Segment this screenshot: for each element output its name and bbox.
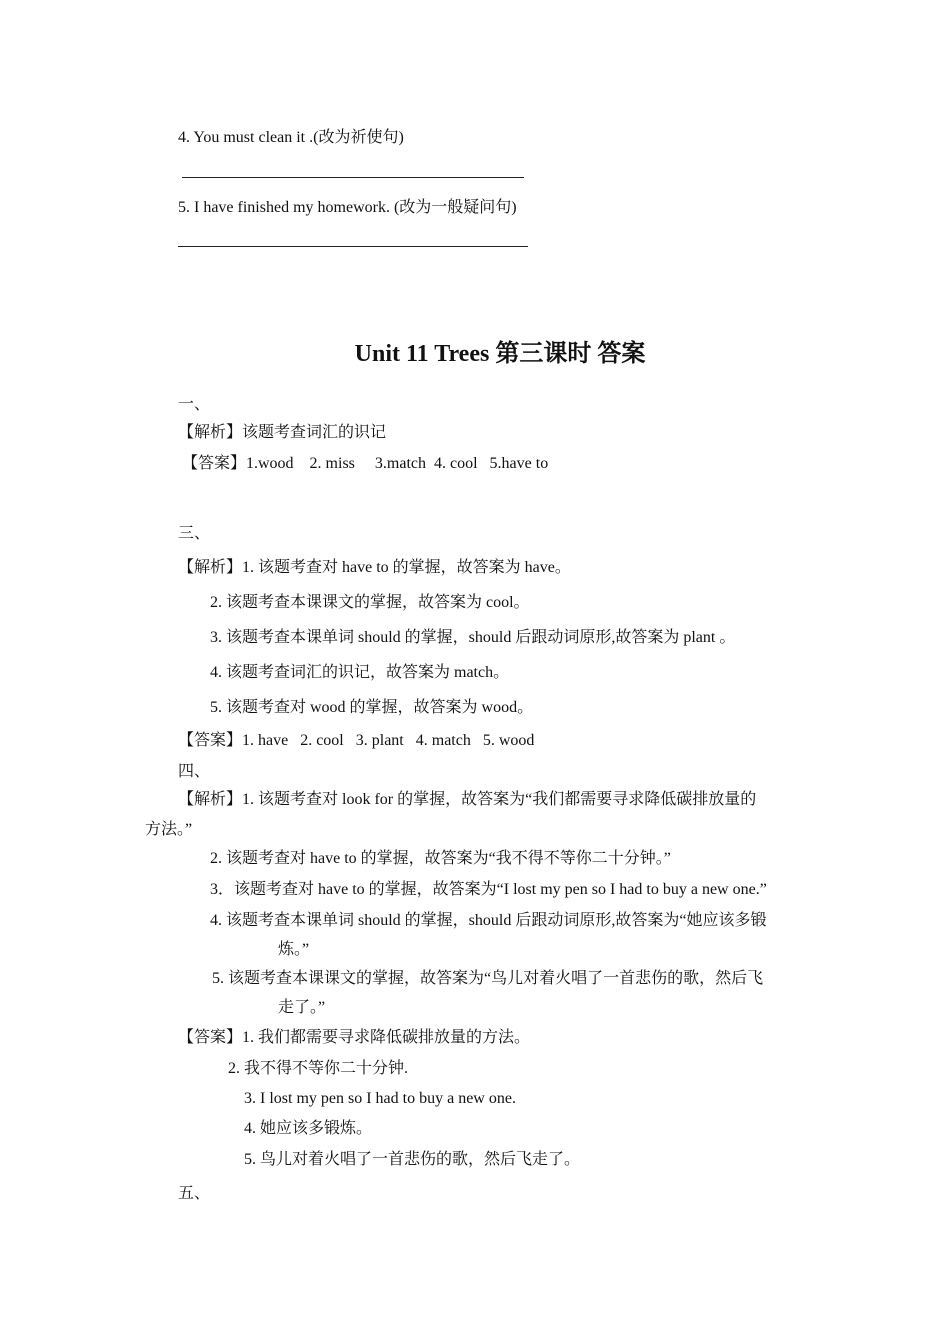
section3-label: 三、 bbox=[178, 525, 211, 542]
section4-answer-1: 【答案】1. 我们都需要寻求降低碳排放量的方法。 bbox=[178, 1029, 531, 1046]
section4-analysis-5b: 走了。” bbox=[278, 999, 326, 1016]
section3-analysis-1: 【解析】1. 该题考查对 have to 的掌握，故答案为 have。 bbox=[178, 559, 571, 576]
exercise-q4: 4. You must clean it .(改为祈使句) bbox=[178, 129, 404, 146]
section4-answer-4: 4. 她应该多锻炼。 bbox=[244, 1120, 373, 1137]
section1-analysis: 【解析】该题考查词汇的识记 bbox=[178, 424, 387, 441]
section3-answer: 【答案】1. have 2. cool 3. plant 4. match 5. wood bbox=[178, 732, 535, 749]
section4-analysis-3: 3．该题考查对 have to 的掌握，故答案为“I lost my pen so I had to buy a new one.” bbox=[210, 881, 767, 898]
section4-analysis-1a: 【解析】1. 该题考查对 look for 的掌握，故答案为“我们都需要寻求降低碳排放量的 bbox=[178, 791, 757, 808]
section1-label: 一、 bbox=[178, 396, 211, 413]
section4-analysis-4a: 4. 该题考查本课单词 should 的掌握，should 后跟动词原形,故答案为“她应该多锻 bbox=[210, 912, 767, 929]
section4-answer-5: 5. 鸟儿对着火唱了一首悲伤的歌，然后飞走了。 bbox=[244, 1151, 581, 1168]
section4-analysis-2: 2. 该题考查对 have to 的掌握，故答案为“我不得不等你二十分钟。” bbox=[210, 850, 671, 867]
answer-blank-line-q4 bbox=[182, 177, 524, 178]
section4-answer-3: 3. I lost my pen so I had to buy a new one. bbox=[244, 1090, 516, 1107]
section3-analysis-2: 2. 该题考查本课课文的掌握，故答案为 cool。 bbox=[210, 594, 530, 611]
section1-answer: 【答案】1.wood 2. miss 3.match 4. cool 5.have to bbox=[182, 455, 549, 472]
section4-answer-2: 2. 我不得不等你二十分钟. bbox=[228, 1060, 409, 1077]
section4-analysis-5a: 5. 该题考查本课课文的掌握，故答案为“鸟儿对着火唱了一首悲伤的歌，然后飞 bbox=[212, 970, 764, 987]
section5-label: 五、 bbox=[178, 1185, 211, 1202]
section4-analysis-1b: 方法。” bbox=[145, 821, 193, 838]
section4-analysis-4b: 炼。” bbox=[278, 941, 310, 958]
section3-analysis-3: 3. 该题考查本课单词 should 的掌握，should 后跟动词原形,故答案为 plant 。 bbox=[210, 629, 736, 646]
section3-analysis-4: 4. 该题考查词汇的识记，故答案为 match。 bbox=[210, 664, 510, 681]
answer-blank-line-q5 bbox=[178, 246, 528, 247]
exercise-q5: 5. I have finished my homework. (改为一般疑问句) bbox=[178, 199, 517, 216]
section3-analysis-5: 5. 该题考查对 wood 的掌握，故答案为 wood。 bbox=[210, 699, 534, 716]
section4-label: 四、 bbox=[178, 763, 211, 780]
answer-key-title: Unit 11 Trees 第三课时 答案 bbox=[354, 341, 646, 367]
